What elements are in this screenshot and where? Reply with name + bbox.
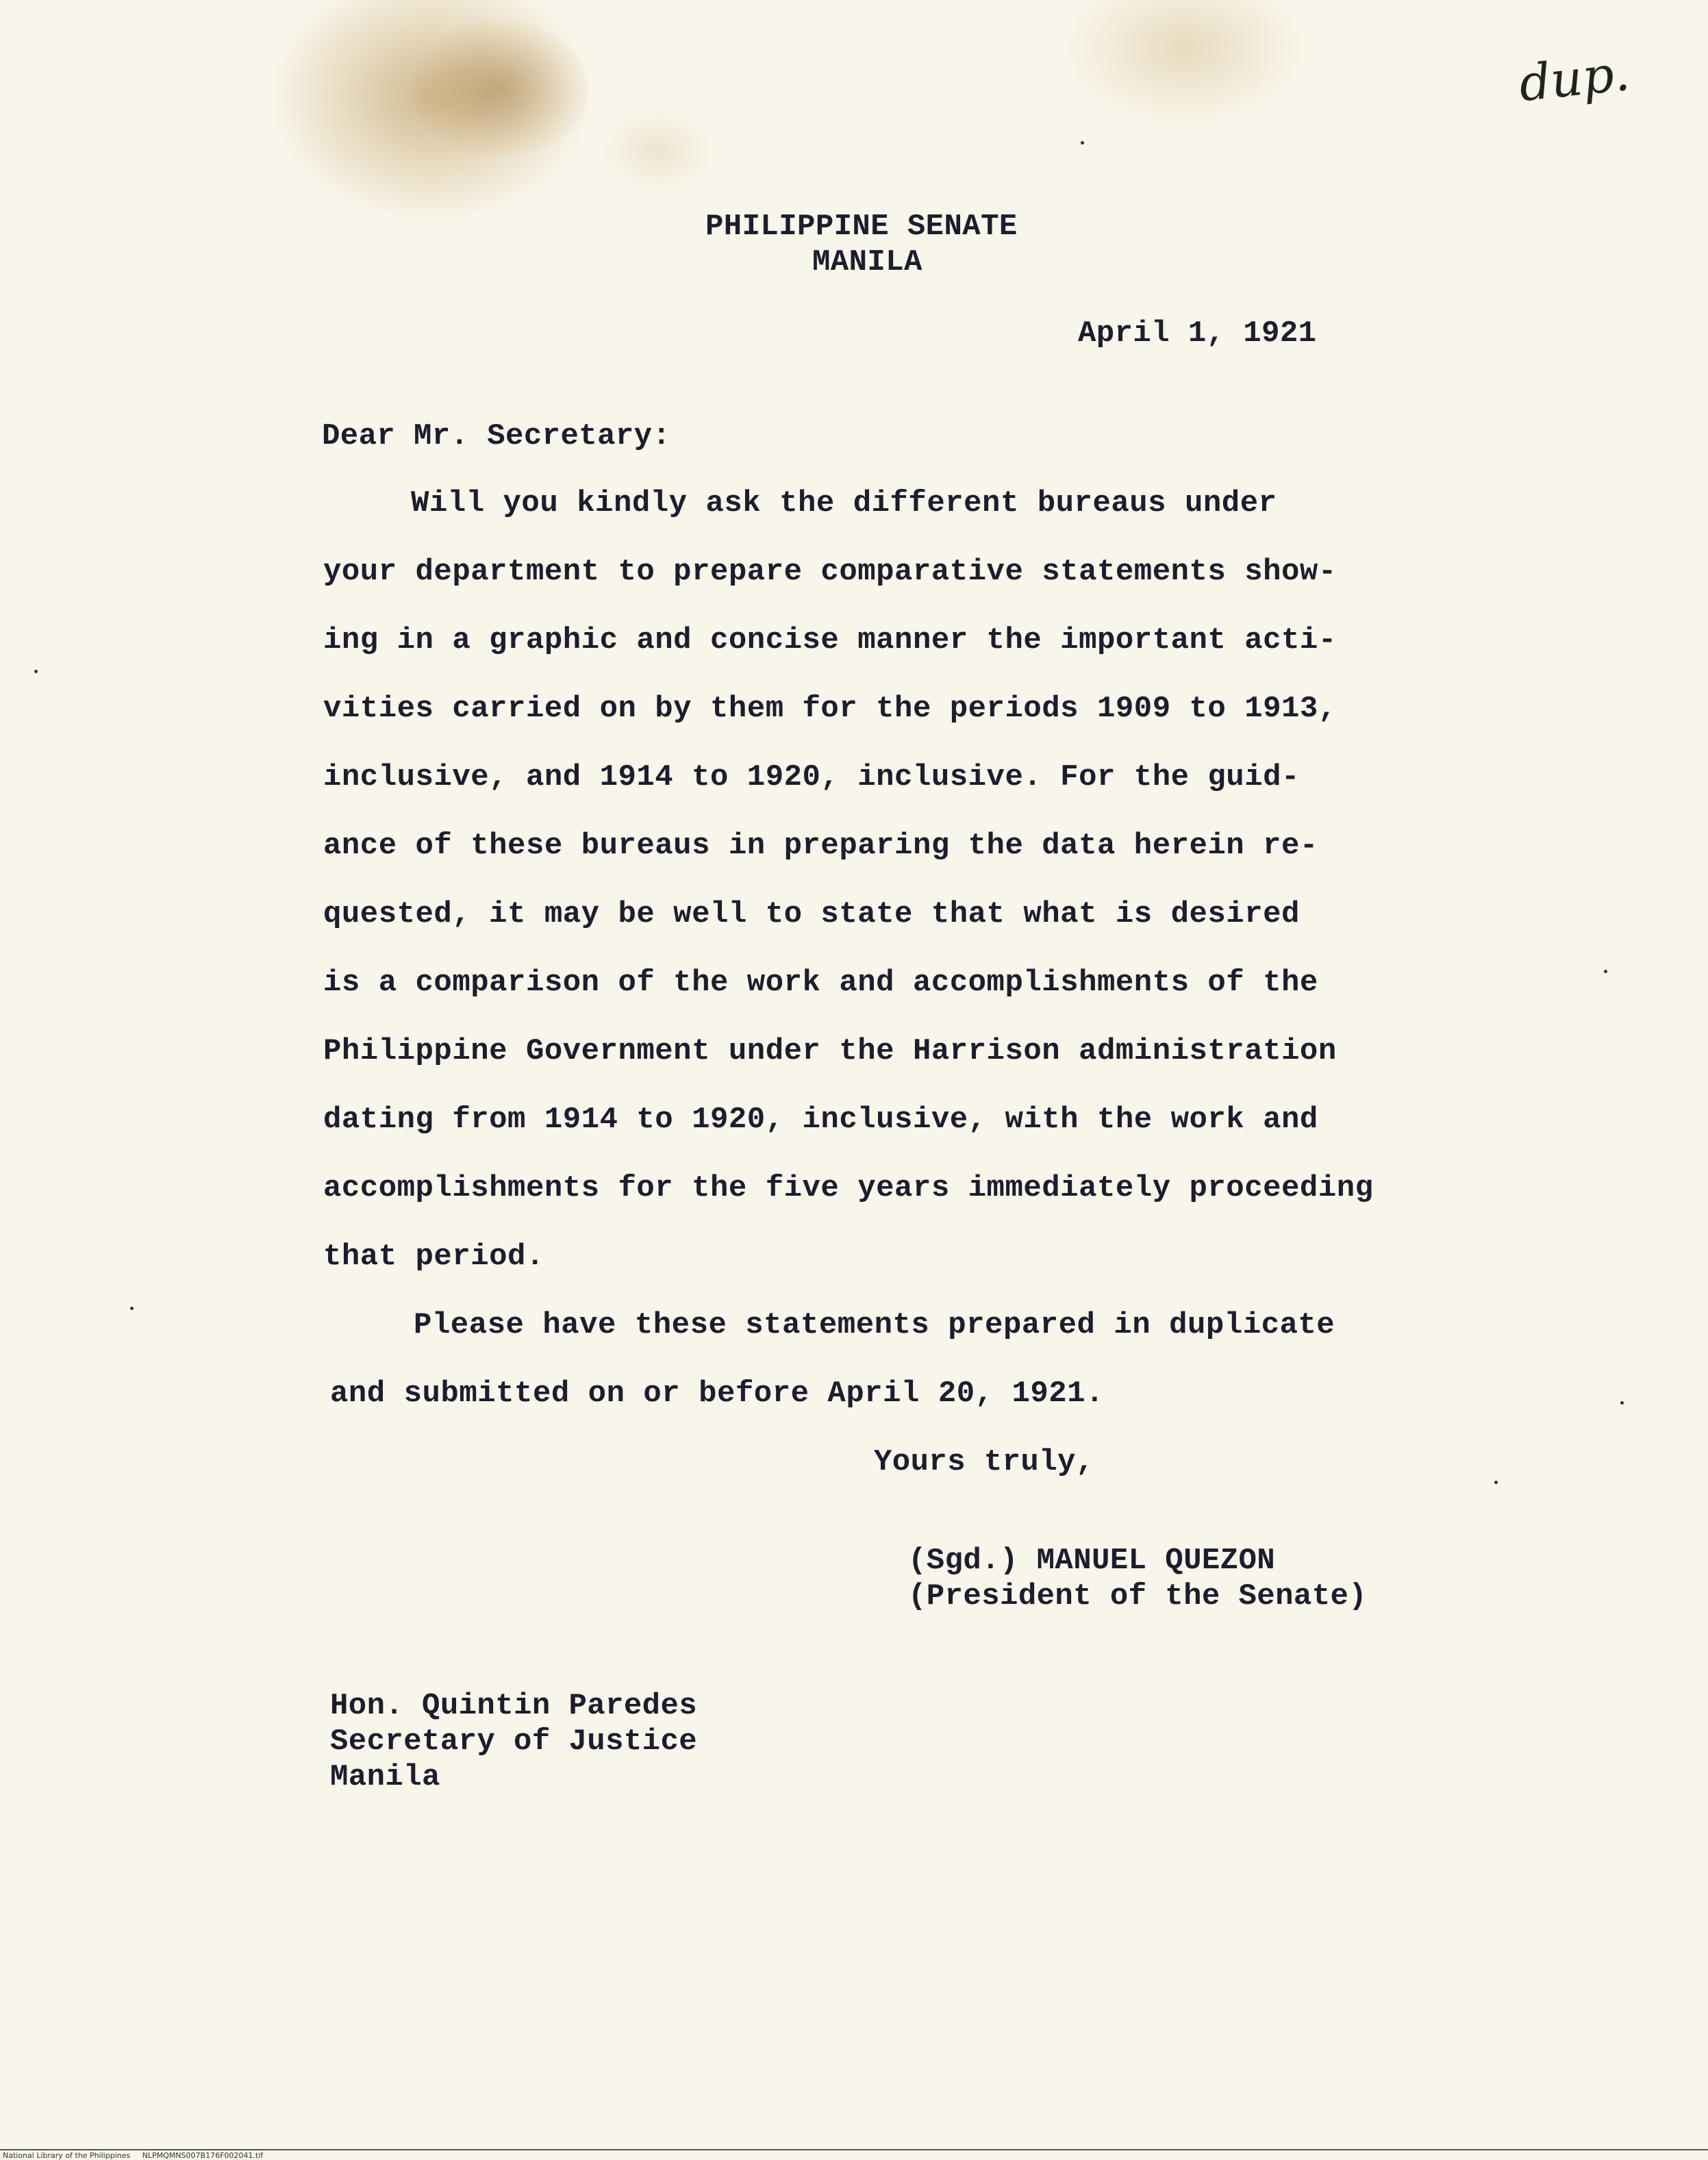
body-line: Please have these statements prepared in duplicate	[414, 1308, 1335, 1342]
body-line: ance of these bureaus in preparing the data herein re-	[323, 829, 1318, 863]
scan-footer-caption: National Library of the Philippines NLPMQMNS007B176F002041.tif	[3, 2151, 264, 2160]
stain-top-left-dark	[411, 21, 589, 158]
signature-title: (President of the Senate)	[908, 1579, 1368, 1613]
addressee-title: Secretary of Justice	[330, 1724, 698, 1759]
body-line: Will you kindly ask the different bureaus under	[411, 486, 1277, 520]
scan-footer-rule	[0, 2149, 1708, 2150]
stain-top-center	[603, 110, 712, 192]
body-line: Philippine Government under the Harrison administration	[323, 1034, 1337, 1068]
body-line: ing in a graphic and concise manner the important acti-	[323, 623, 1337, 657]
ink-speck	[1081, 141, 1084, 145]
salutation: Dear Mr. Secretary:	[322, 419, 671, 453]
addressee-name: Hon. Quintin Paredes	[330, 1689, 698, 1723]
letterhead-city: MANILA	[812, 245, 922, 279]
body-line: accomplishments for the five years immediately proceeding	[323, 1171, 1374, 1205]
closing: Yours truly,	[874, 1445, 1094, 1479]
stain-top-left	[274, 0, 589, 219]
body-line: that period.	[323, 1240, 544, 1274]
ink-speck	[34, 670, 38, 673]
body-line: and submitted on or before April 20, 1921.	[330, 1377, 1104, 1411]
body-line: inclusive, and 1914 to 1920, inclusive. For the guid-	[323, 760, 1300, 794]
body-line: is a comparison of the work and accomplishments of the	[323, 966, 1318, 1000]
stain-top-right	[1068, 0, 1301, 123]
body-line: your department to prepare comparative statements show-	[323, 555, 1337, 589]
signature-name: (Sgd.) MANUEL QUEZON	[908, 1544, 1276, 1578]
ink-speck	[1494, 1481, 1498, 1484]
addressee-city: Manila	[330, 1760, 440, 1794]
ink-speck	[130, 1307, 134, 1310]
body-line: dating from 1914 to 1920, inclusive, with the work and	[323, 1103, 1318, 1137]
body-line: quested, it may be well to state that what is desired	[323, 897, 1300, 931]
letterhead-title: PHILIPPINE SENATE	[705, 210, 1018, 244]
body-line: vities carried on by them for the periods 1909 to 1913,	[323, 692, 1337, 726]
letter-date: April 1, 1921	[1078, 316, 1317, 351]
ink-speck	[1604, 970, 1607, 973]
ink-speck	[1620, 1401, 1624, 1405]
handwritten-note: dup.	[1516, 43, 1633, 113]
